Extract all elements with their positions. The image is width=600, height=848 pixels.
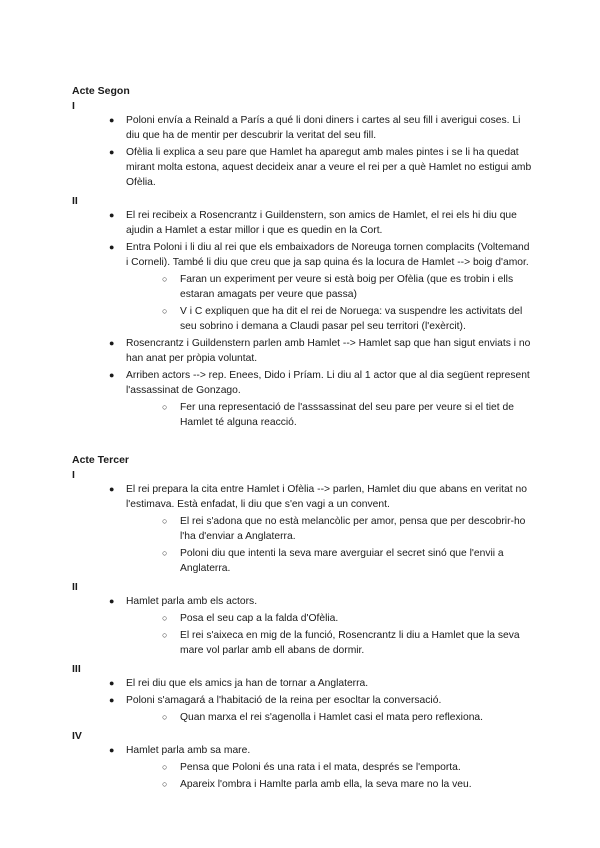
item-text: El rei diu que els amics ja han de tornar a Anglaterra. <box>126 678 369 689</box>
item-text: Ofèlia li explica a seu pare que Hamlet ha aparegut amb males pintes i se li ha quedat mirant molta estona, aquest decideix anar a veure el rei per a què Hamlet no estigui amb Ofèlia. <box>126 147 532 188</box>
sub-item-text: V i C expliquen que ha dit el rei de Noruega: va suspendre les activitats del seu sobrino i demana a Claudi pasar pel seu territori (l'exèrcit). <box>180 306 523 332</box>
sub-item-text: Posa el seu cap a la falda d'Ofèlia. <box>180 613 339 624</box>
sub-list-item <box>72 611 532 626</box>
bullet-icon: ● <box>109 210 115 220</box>
sub-item-text: Fer una representació de l'asssassinat del seu pare per veure si el tiet de Hamlet té alguna reacció. <box>180 402 514 428</box>
scene-list <box>72 208 532 430</box>
sub-item-text: Apareix l'ombra i Hamlte parla amb ella, la seva mare no la veu. <box>180 779 472 790</box>
item-text: Arriben actors --> rep. Enees, Dido i Príam. Li diu al 1 actor que al dia següent represent l'assassinat de Gonzago. <box>126 370 530 396</box>
sub-item-text: El rei s'adona que no està melancòlic per amor, pensa que per descobrir-ho l'ha d'enviar a Anglaterra. <box>180 516 526 542</box>
bullet-icon: ● <box>109 242 115 252</box>
item-text: Poloni s'amagará a l'habitació de la reina per esocltar la conversació. <box>126 695 442 706</box>
scene-list <box>72 482 532 576</box>
sub-list-item <box>72 304 532 334</box>
list-item <box>72 113 532 143</box>
item-text: El rei recibeix a Rosencrantz i Guildenstern, son amics de Hamlet, el rei els hi diu que ajudin a Hamlet a estar millor i que es quedin en la Cort. <box>126 210 517 236</box>
circle-bullet-icon: ○ <box>162 306 168 316</box>
list-item <box>72 693 532 708</box>
act-segon <box>72 84 532 432</box>
circle-bullet-icon: ○ <box>162 274 168 284</box>
circle-bullet-icon: ○ <box>162 613 168 623</box>
scene-list <box>72 676 532 725</box>
sub-list-item <box>72 400 532 430</box>
scene-label: I <box>72 469 75 481</box>
sub-item-text: Pensa que Poloni és una rata i el mata, després se l'emporta. <box>180 762 461 773</box>
item-text: Poloni envía a Reinald a París a qué li doni diners i cartes al seu fill i averigui coses. Li diu que ha de mentir per descubrir la veritat del seu fill. <box>126 115 521 141</box>
scene-list <box>72 594 532 658</box>
circle-bullet-icon: ○ <box>162 548 168 558</box>
sub-list-item <box>72 628 532 658</box>
list-item <box>72 208 532 238</box>
circle-bullet-icon: ○ <box>162 762 168 772</box>
bullet-icon: ● <box>109 338 115 348</box>
item-text: Hamlet parla amb els actors. <box>126 596 258 607</box>
bullet-icon: ● <box>109 695 115 705</box>
sub-list-item <box>72 546 532 576</box>
scene-label: I <box>72 100 75 112</box>
act-title: Acte Segon <box>72 85 130 97</box>
sub-item-text: El rei s'aixeca en mig de la funció, Rosencrantz li diu a Hamlet que la seva mare vol parlar amb ell abans de dormir. <box>180 630 520 656</box>
list-item <box>72 368 532 398</box>
list-item <box>72 594 532 609</box>
circle-bullet-icon: ○ <box>162 712 168 722</box>
bullet-icon: ● <box>109 147 115 157</box>
item-text: Hamlet parla amb sa mare. <box>126 745 251 756</box>
sub-list-item <box>72 777 532 792</box>
sub-item-text: Faran un experiment per veure si està boig per Ofèlia (que es trobin i ells estaran amagats per veure que passa) <box>180 274 514 300</box>
sub-item-text: Poloni diu que intenti la seva mare averguiar el secret sinó que l'envii a Anglaterra. <box>180 548 504 574</box>
list-item <box>72 145 532 190</box>
circle-bullet-icon: ○ <box>162 779 168 789</box>
act-tercer <box>72 453 532 794</box>
list-item <box>72 676 532 691</box>
sub-item-text: Quan marxa el rei s'agenolla i Hamlet casi el mata pero reflexiona. <box>180 712 484 723</box>
item-text: Entra Poloni i li diu al rei que els embaixadors de Noreuga tornen complacits (Voltemand i Corneli). També li diu que creu que ja sap quina és la locura de Hamlet --> boig d'amor. <box>126 242 530 268</box>
sub-list-item <box>72 272 532 302</box>
scene-label: II <box>72 581 78 593</box>
bullet-icon: ● <box>109 115 115 125</box>
scene-label: III <box>72 663 81 675</box>
item-text: El rei prepara la cita entre Hamlet i Ofèlia --> parlen, Hamlet diu que abans en veritat no l'estimava. Està enfadat, li diu que s'en vagi a un convent. <box>126 484 527 510</box>
circle-bullet-icon: ○ <box>162 630 168 640</box>
sub-list-item <box>72 514 532 544</box>
bullet-icon: ● <box>109 370 115 380</box>
list-item <box>72 240 532 270</box>
bullet-icon: ● <box>109 484 115 494</box>
sub-list-item <box>72 710 532 725</box>
list-item <box>72 482 532 512</box>
list-item <box>72 743 532 758</box>
list-item <box>72 336 532 366</box>
circle-bullet-icon: ○ <box>162 516 168 526</box>
scene-list <box>72 743 532 792</box>
bullet-icon: ● <box>109 678 115 688</box>
bullet-icon: ● <box>109 745 115 755</box>
bullet-icon: ● <box>109 596 115 606</box>
scene-list <box>72 113 532 190</box>
act-title: Acte Tercer <box>72 454 130 466</box>
item-text: Rosencrantz i Guildenstern parlen amb Hamlet --> Hamlet sap que han sigut enviats i no han anat per pròpia voluntat. <box>126 338 531 364</box>
scene-label: II <box>72 195 78 207</box>
sub-list-item <box>72 760 532 775</box>
scene-label: IV <box>72 730 82 742</box>
circle-bullet-icon: ○ <box>162 402 168 412</box>
